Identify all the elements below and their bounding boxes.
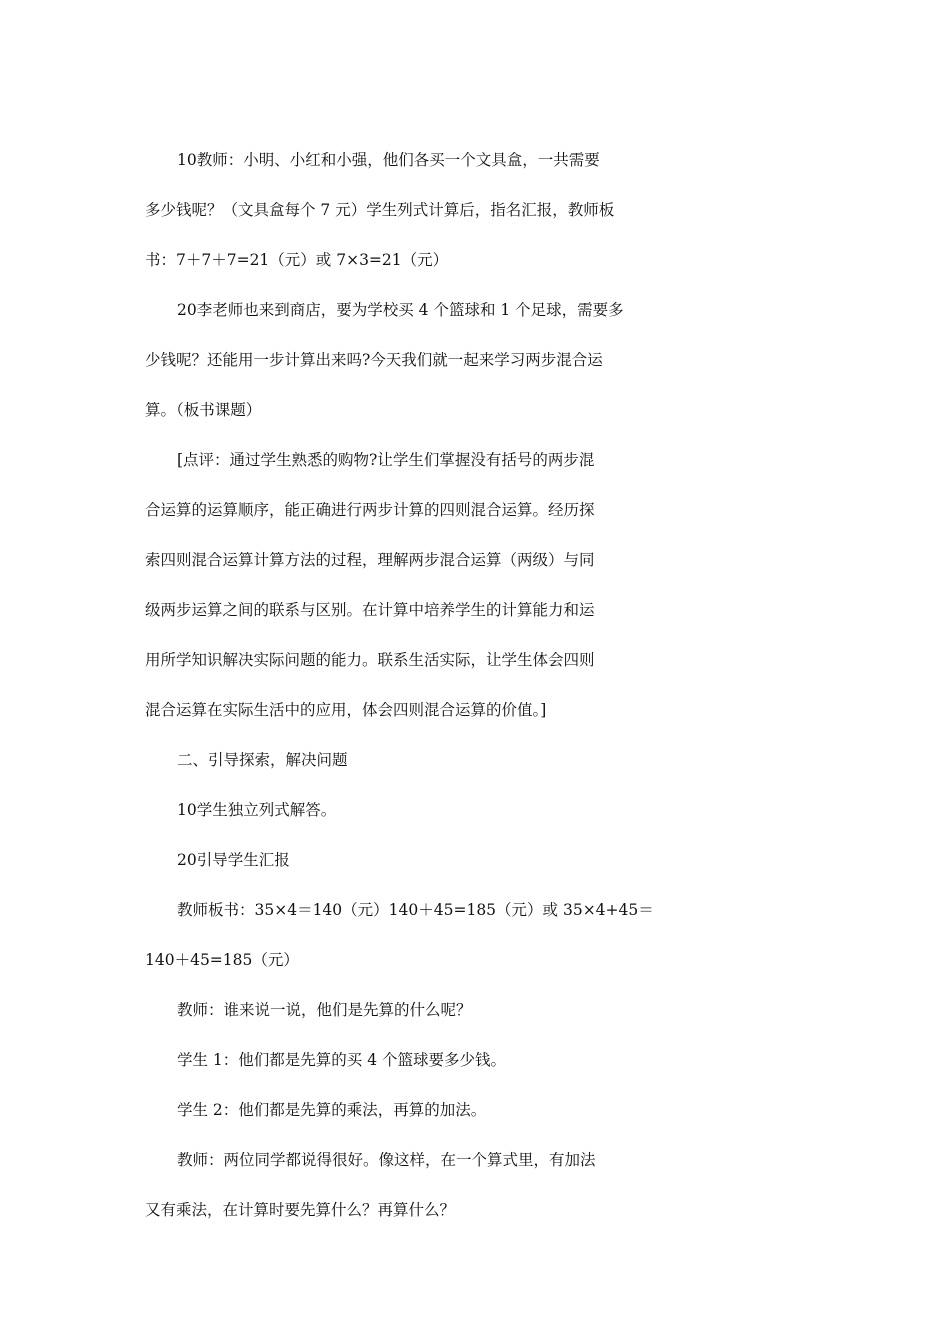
text-line: 合运算的运算顺序，能正确进行两步计算的四则混合运算。经历探 [145, 501, 595, 519]
text-line: 20引导学生汇报 [177, 851, 290, 869]
text-line: 索四则混合运算计算方法的过程，理解两步混合运算（两级）与同 [145, 551, 595, 569]
text-line: [点评：通过学生熟悉的购物?让学生们掌握没有括号的两步混 [177, 451, 595, 469]
paragraph-2 [145, 285, 650, 435]
paragraph-teacher-question [145, 985, 650, 1035]
text-line: 10学生独立列式解答。 [177, 801, 337, 819]
text-line: 书：7＋7＋7=21（元）或 7×3=21（元） [145, 251, 449, 269]
paragraph-step-1 [145, 785, 650, 835]
text-line: 级两步运算之间的联系与区别。在计算中培养学生的计算能力和运 [145, 601, 595, 619]
paragraph-step-2 [145, 835, 650, 885]
text-line: 混合运算在实际生活中的应用，体会四则混合运算的价值。] [145, 701, 547, 719]
paragraph-1 [145, 135, 650, 285]
text-line: 用所学知识解决实际问题的能力。联系生活实际，让学生体会四则 [145, 651, 595, 669]
paragraph-student-2 [145, 1085, 650, 1135]
text-line: 又有乘法，在计算时要先算什么？再算什么？ [145, 1201, 456, 1219]
paragraph-commentary [145, 435, 650, 735]
text-line: 学生 1：他们都是先算的买 4 个篮球要多少钱。 [177, 1051, 507, 1069]
section-heading [145, 735, 650, 785]
text-line: 20李老师也来到商店，要为学校买 4 个篮球和 1 个足球，需要多 [177, 301, 624, 319]
text-line: 少钱呢？还能用一步计算出来吗?今天我们就一起来学习两步混合运 [145, 351, 603, 369]
text-line: 10教师：小明、小红和小强，他们各买一个文具盒，一共需要 [177, 151, 600, 169]
paragraph-student-1 [145, 1035, 650, 1085]
text-line: 二、引导探索，解决问题 [177, 751, 348, 769]
text-line: 算。（板书课题） [145, 401, 262, 419]
text-line: 教师：谁来说一说，他们是先算的什么呢？ [177, 1001, 472, 1019]
text-line: 学生 2：他们都是先算的乘法，再算的加法。 [177, 1101, 487, 1119]
paragraph-teacher-summary [145, 1135, 650, 1235]
document-body [145, 135, 654, 1235]
text-line: 140＋45=185（元） [145, 951, 299, 969]
text-line: 多少钱呢？（文具盒每个 7 元）学生列式计算后，指名汇报，教师板 [145, 201, 615, 219]
text-line: 教师：两位同学都说得很好。像这样，在一个算式里，有加法 [177, 1151, 596, 1169]
paragraph-board-writing [145, 885, 654, 985]
text-line: 教师板书：35×4＝140（元）140＋45=185（元）或 35×4+45＝ [177, 901, 654, 919]
